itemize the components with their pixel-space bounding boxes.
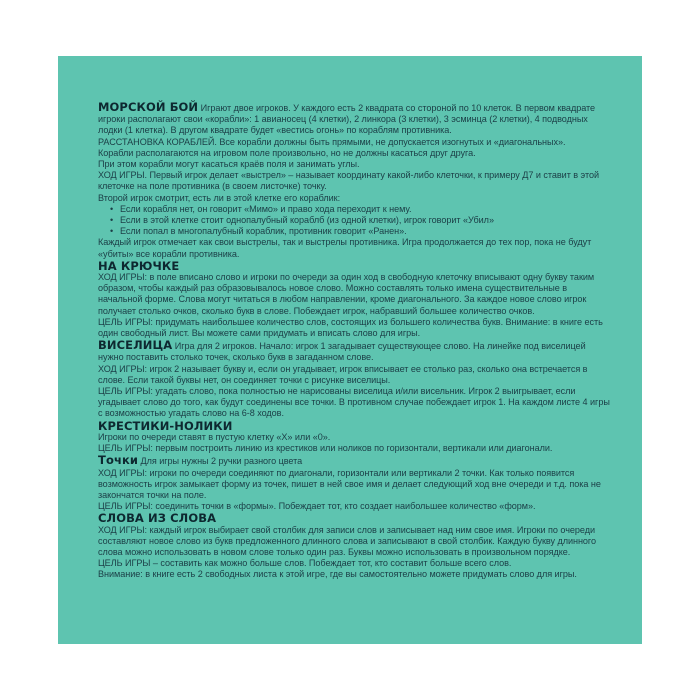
section-title: НА КРЮЧКЕ [98, 258, 180, 273]
bullet-item: • Если в этой клетке стоит однопалубный кораблб (из одной клетки), игрок говорит «Убил» [110, 215, 610, 226]
paragraph: ХОД ИГРЫ: в поле вписано слово и игроки по очереди за один ход в свободную клеточку вписывают одну букву таким образом, чтобы каждый раз образовывалось новое слово. Можно составлять только имена существительные в начальной форме. Слова могут читаться в любом направлении, кроме диагонального. За каждое новое слово игрок получает столько очков, сколько букв в слове. Побеждает игрок, набравший большее количество очков. [98, 272, 595, 316]
paragraph: ХОД ИГРЫ: игрок 2 называет букву и, если он угадывает, игрок вписывает ее столько раз, сколько она встречается в слове. Если такой буквы нет, он соединяет точки с рисунке виселицы. [98, 363, 588, 385]
paragraph: Игроки по очереди ставят в пустую клетку «Х» или «0». [98, 431, 331, 442]
section-title: КРЕСТИКИ-НОЛИКИ [98, 418, 233, 433]
section-hangman [98, 340, 610, 419]
dots-intro-paragraph [98, 455, 610, 467]
section-title: СЛОВА ИЗ СЛОВА [98, 511, 217, 526]
paragraph: Внимание: в книге есть 2 свободных листа к этой игре, где вы самостоятельно можете придумать слово для игры. [98, 569, 577, 580]
hangman-intro-paragraph [98, 340, 610, 363]
bullet-list [98, 204, 610, 238]
rules-card [58, 56, 642, 644]
section-title: МОРСКОЙ БОЙ [98, 100, 199, 114]
section-title: Точки [98, 453, 139, 468]
section-intro: Для игры нужны 2 ручки разного цвета [140, 456, 303, 467]
paragraph: ЦЕЛЬ ИГРЫ: придумать наибольшее количество слов, состоящих из большего количества букв. Внимание: в книге есть один свободный лист. Вы можете сами придумать и вписать слово для игры. [98, 316, 603, 339]
section-on-the-hook [98, 258, 610, 339]
paragraph: ЦЕЛЬ ИГРЫ – составить как можно больше слов. Побеждает тот, кто составит больше всего слов. [98, 558, 512, 569]
paragraph: ЦЕЛЬ ИГРЫ: соединить точки в «формы». Побеждает тот, кто создает наибольшее количество «форм». [98, 501, 536, 512]
sea-battle-intro-paragraph [98, 102, 610, 137]
section-tic-tac-toe [98, 418, 610, 455]
bullet-item: • Если корабля нет, он говорит «Мимо» и право хода переходит к нему. [110, 204, 610, 215]
paragraph: ХОД ИГРЫ. Первый игрок делает «выстрел» – называет координату какой-либо клеточки, к примеру Д7 и ставит в этой клеточке на поле противника (в своем листочке) точку. [98, 170, 599, 192]
paragraph: РАССТАНОВКА КОРАБЛЕЙ. Все корабли должны быть прямыми, не допускается изогнутых и «диагональных». [98, 136, 566, 147]
section-sea-battle [98, 102, 610, 260]
paragraph: Каждый игрок отмечает как свои выстрелы, так и выстрелы противника. Игра продолжается до тех пор, пока не будут «убиты» все корабли противника. [98, 237, 592, 259]
section-intro: Игра для 2 игроков. Начало: игрок 1 загадывает существующее слово. На линейке под виселицей нужно поставить столько точек, сколько букв в загаданном слове. [98, 341, 586, 363]
section-intro: Играют двое игроков. У каждого есть 2 квадрата со стороной по 10 клеток. В первом квадрате игроки располагают свои «корабли»: 1 авианосец (4 клетки), 2 линкора (3 клетки), 3 эсминца (2 клетки), 4 подводных лодки (1 клетка). В другом квадрате будет «вестись огонь» по кораблям противника. [98, 103, 596, 136]
bullet-item: • Если попал в многопалубный кораблик, противник говорит «Ранен». [110, 226, 610, 237]
paragraph: Второй игрок смотрит, есть ли в этой клетке его кораблик: [98, 192, 341, 203]
paragraph: ХОД ИГРЫ: каждый игрок выбирает свой столбик для записи слов и записывает над ним свое имя. Игроки по очереди составляют новое слово из букв предложенного длинного слова и записывают в свой столбик. Каждую букву длинного слова можно использовать в новом слове только один раз. Буквы можно использовать в произвольном порядке. [98, 524, 597, 557]
paragraph: При этом корабли могут касаться краёв поля и занимать углы. [98, 159, 360, 170]
paragraph: ЦЕЛЬ ИГРЫ: угадать слово, пока полностью не нарисованы виселица и/или висельник. Игрок 2 выигрывает, если угадывает слово до того, как будут соединены все точки. В противном случае побеждает игрок 1. На каждом листе 4 игры с возможностью угадать слово на 6-8 ходов. [98, 386, 610, 419]
rules-text [98, 102, 610, 582]
paragraph: ХОД ИГРЫ: игроки по очереди соединяют по диагонали, горизонтали или вертикали 2 точки. Как только появится возможность игрок замыкает форму из точек, пишет в ней свое имя и делает следующий ход вне очереди и т.д. пока не закончатся точки на поле. [98, 467, 601, 500]
section-dots [98, 455, 610, 512]
paragraph: Корабли располагаются на игровом поле произвольно, но не должны касаться друг друга. [98, 147, 476, 158]
paragraph: ЦЕЛЬ ИГРЫ: первым построить линию из крестиков или ноликов по горизонтали, вертикали или диагонали. [98, 443, 553, 454]
section-title: ВИСЕЛИЦА [98, 338, 173, 353]
section-words-from-word [98, 513, 610, 580]
